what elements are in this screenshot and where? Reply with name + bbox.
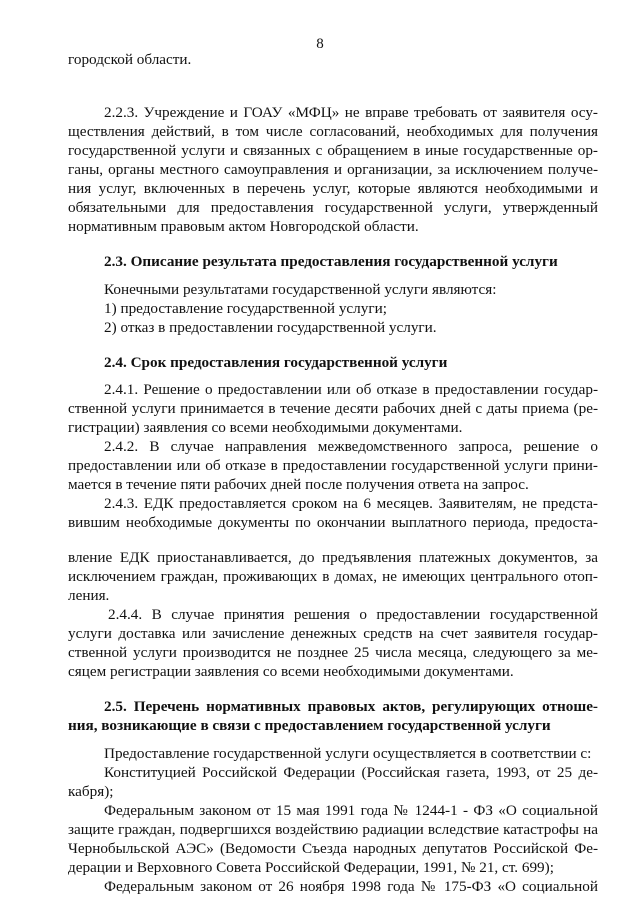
paragraph-2-4-1-line: гистрации) заявления со всеми необходимыми документами. (68, 419, 463, 436)
paragraph-2-4-4-line: 2.4.4. В случае принятия решения о предоставлении государственной (108, 606, 598, 623)
paragraph-2-2-3-line: обязательными для предоставления государственной услуги, утвержденный (68, 199, 598, 216)
paragraph-2-3-line: 1) предоставление государственной услуги; (104, 300, 387, 317)
paragraph-2-3-line: Конечными результатами государственной услуги являются: (104, 281, 497, 298)
paragraph-2-5-line: Чернобыльской АЭС» (Ведомости Съезда народных депутатов Российской Фе- (68, 840, 598, 857)
paragraph-2-4-4-line: ственной услуги производится не позднее 25 числа месяца, следующего за ме- (68, 644, 598, 661)
paragraph-2-5-line: Федеральным законом от 26 ноября 1998 года № 175-ФЗ «О социальной (104, 878, 598, 895)
paragraph-2-5-line: кабря); (68, 783, 114, 800)
paragraph-2-4-3-line: вившим необходимые документы по окончании выплатного периода, предоста- (68, 514, 598, 531)
paragraph-2-4-1-line: 2.4.1. Решение о предоставлении или об отказе в предоставлении государ- (104, 381, 598, 398)
paragraph-2-4-2-line: мается в течение пяти рабочих дней после получения ответа на запрос. (68, 476, 529, 493)
paragraph-2-2-3-line: ществления действий, в том числе согласований, необходимых для получения (68, 123, 598, 140)
section-heading-2-4-line: 2.4. Срок предоставления государственной услуги (104, 354, 448, 371)
paragraph-2-4-4-line: сяцем регистрации заявления со всеми необходимыми документами. (68, 663, 514, 680)
paragraph-2-3-line: 2) отказ в предоставлении государственной услуги. (104, 319, 437, 336)
paragraph-2-4-2-line: предоставлении или об отказе в предоставлении государственной услуги прини- (68, 457, 598, 474)
paragraph-2-4-3-line: ления. (68, 587, 110, 604)
paragraph-2-4-2-line: 2.4.2. В случае направления межведомственного запроса, решение о (104, 438, 598, 455)
paragraph-2-2-3-line: государственной услуги и связанных с обращением в иные государственные ор- (68, 142, 598, 159)
paragraph-2-5-line: Конституцией Российской Федерации (Российская газета, 1993, от 25 де- (104, 764, 598, 781)
section-heading-2-3-line: 2.3. Описание результата предоставления государственной услуги (104, 253, 558, 270)
paragraph-2-4-3-line: 2.4.3. ЕДК предоставляется сроком на 6 месяцев. Заявителям, не предста- (104, 495, 598, 512)
paragraph-2-5-line: Предоставление государственной услуги осуществляется в соответствии с: (104, 745, 592, 762)
paragraph-2-4-4-line: услуги доставка или зачисление денежных средств на счет заявителя государ- (68, 625, 598, 642)
paragraph-2-2-3-line: нормативным правовым актом Новгородской области. (68, 218, 419, 235)
page-number: 8 (316, 36, 324, 52)
paragraph-2-2-3-line: ганы, органы местного самоуправления и организации, за исключением получе- (68, 161, 598, 178)
paragraph-2-2-3-line: 2.2.3. Учреждение и ГОАУ «МФЦ» не вправе требовать от заявителя осу- (104, 104, 598, 121)
paragraph-2-4-3-line: исключением граждан, проживающих в домах, не имеющих центрального отоп- (68, 568, 598, 585)
paragraph-2-5-line: дерации и Верховного Совета Российской Федерации, 1991, № 21, ст. 699); (68, 859, 554, 876)
paragraph-2-5-line: защите граждан, подвергшихся воздействию радиации вследствие катастрофы на (68, 821, 598, 838)
section-heading-2-5-line: ния, возникающие в связи с предоставлением государственной услуги (68, 717, 551, 734)
continuation-line-line: городской области. (68, 51, 192, 68)
paragraph-2-4-1-line: ственной услуги принимается в течение десяти рабочих дней с даты приема (ре- (68, 400, 598, 417)
paragraph-2-4-3-line: вление ЕДК приостанавливается, до предъявления платежных документов, за (68, 549, 598, 566)
section-heading-2-5-line: 2.5. Перечень нормативных правовых актов, регулирующих отноше- (104, 698, 598, 715)
paragraph-2-5-line: Федеральным законом от 15 мая 1991 года № 1244-1 - ФЗ «О социальной (104, 802, 598, 819)
paragraph-2-2-3-line: ния услуг, включенных в перечень услуг, которые являются необходимыми и (68, 180, 598, 197)
